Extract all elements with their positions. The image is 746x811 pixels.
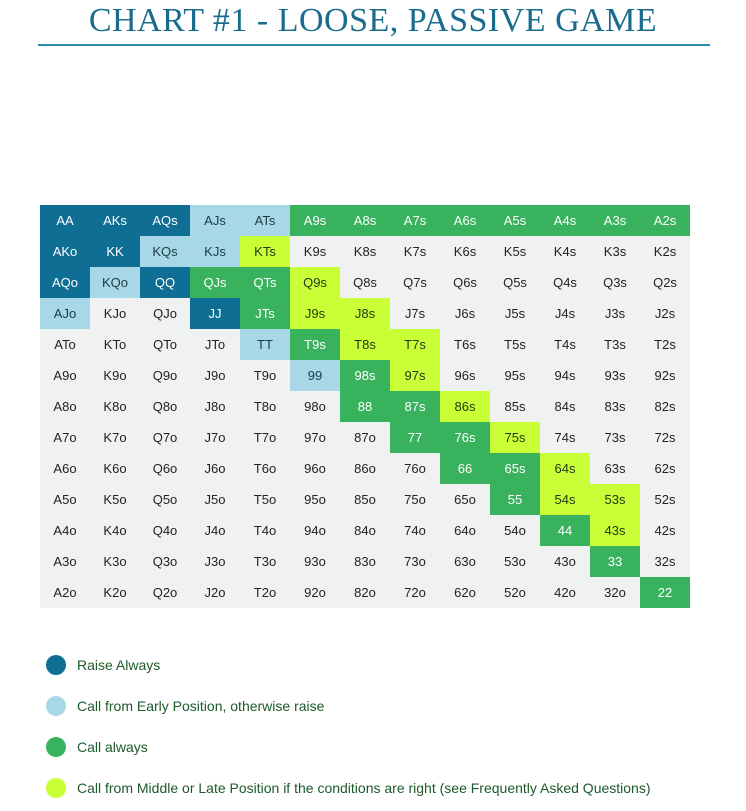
- hand-cell: AQo: [40, 267, 90, 298]
- hand-cell: K3o: [90, 546, 140, 577]
- hand-cell: K8s: [340, 236, 390, 267]
- hand-cell: T5s: [490, 329, 540, 360]
- hand-cell: 64o: [440, 515, 490, 546]
- hand-cell: K3s: [590, 236, 640, 267]
- hand-cell: 92o: [290, 577, 340, 608]
- hand-cell: J9s: [290, 298, 340, 329]
- hand-cell: A8s: [340, 205, 390, 236]
- hand-cell: K9o: [90, 360, 140, 391]
- hand-cell: Q2s: [640, 267, 690, 298]
- hand-cell: 63o: [440, 546, 490, 577]
- hand-cell: T7s: [390, 329, 440, 360]
- hand-cell: J7s: [390, 298, 440, 329]
- legend-swatch: [46, 778, 66, 798]
- hand-cell: 75s: [490, 422, 540, 453]
- hand-cell: K2o: [90, 577, 140, 608]
- legend-label: Call from Early Position, otherwise raise: [77, 698, 325, 714]
- hand-cell: 82s: [640, 391, 690, 422]
- hand-cell: Q5o: [140, 484, 190, 515]
- legend-swatch: [46, 655, 66, 675]
- hand-cell: A9o: [40, 360, 90, 391]
- hand-cell: KTs: [240, 236, 290, 267]
- hand-cell: KJs: [190, 236, 240, 267]
- hand-cell: A6o: [40, 453, 90, 484]
- hand-cell: 76s: [440, 422, 490, 453]
- hand-cell: A4o: [40, 515, 90, 546]
- hand-cell: 83s: [590, 391, 640, 422]
- legend-swatch: [46, 737, 66, 757]
- hand-cell: AKs: [90, 205, 140, 236]
- hand-cell: J5s: [490, 298, 540, 329]
- title-underline: [38, 44, 710, 46]
- legend-label: Call from Middle or Late Position if the conditions are right (see Frequently Asked Questions): [77, 780, 651, 796]
- hand-cell: J8o: [190, 391, 240, 422]
- hand-cell: J2s: [640, 298, 690, 329]
- hand-cell: 72s: [640, 422, 690, 453]
- hand-cell: Q4s: [540, 267, 590, 298]
- hand-cell: 84s: [540, 391, 590, 422]
- hand-cell: 62s: [640, 453, 690, 484]
- hand-cell: 92s: [640, 360, 690, 391]
- hand-cell: 73o: [390, 546, 440, 577]
- hand-cell: 82o: [340, 577, 390, 608]
- hand-cell: 93o: [290, 546, 340, 577]
- hand-cell: J4s: [540, 298, 590, 329]
- hand-cell: 42o: [540, 577, 590, 608]
- hand-cell: 65o: [440, 484, 490, 515]
- hand-cell: 98s: [340, 360, 390, 391]
- hand-cell: Q7s: [390, 267, 440, 298]
- hand-cell: K9s: [290, 236, 340, 267]
- hand-cell: 96s: [440, 360, 490, 391]
- hand-cell: A8o: [40, 391, 90, 422]
- hand-cell: 42s: [640, 515, 690, 546]
- hand-cell: 84o: [340, 515, 390, 546]
- hand-cell: J2o: [190, 577, 240, 608]
- hand-cell: K4o: [90, 515, 140, 546]
- hand-cell: KK: [90, 236, 140, 267]
- hand-cell: 32o: [590, 577, 640, 608]
- hand-cell: Q6s: [440, 267, 490, 298]
- hand-cell: A2s: [640, 205, 690, 236]
- legend-item: [46, 736, 148, 758]
- hand-cell: K2s: [640, 236, 690, 267]
- hand-cell: T4o: [240, 515, 290, 546]
- legend-item: [46, 777, 651, 799]
- hand-cell: A7o: [40, 422, 90, 453]
- hand-cell: A9s: [290, 205, 340, 236]
- hand-cell: Q3o: [140, 546, 190, 577]
- hand-cell: 54o: [490, 515, 540, 546]
- hand-cell: T4s: [540, 329, 590, 360]
- hand-cell: 64s: [540, 453, 590, 484]
- hand-cell: 93s: [590, 360, 640, 391]
- hand-cell: K5s: [490, 236, 540, 267]
- hand-cell: 72o: [390, 577, 440, 608]
- legend-label: Raise Always: [77, 657, 161, 673]
- hand-cell: J7o: [190, 422, 240, 453]
- chart-title: CHART #1 - LOOSE, PASSIVE GAME: [88, 2, 658, 39]
- hand-cell: 44: [540, 515, 590, 546]
- hand-cell: 73s: [590, 422, 640, 453]
- hand-cell: 94o: [290, 515, 340, 546]
- hand-cell: J6o: [190, 453, 240, 484]
- hand-cell: 99: [290, 360, 340, 391]
- hand-cell: 54s: [540, 484, 590, 515]
- hand-cell: K4s: [540, 236, 590, 267]
- hand-cell: Q2o: [140, 577, 190, 608]
- hand-cell: A5o: [40, 484, 90, 515]
- hand-cell: K6s: [440, 236, 490, 267]
- hand-cell: J6s: [440, 298, 490, 329]
- hand-cell: A6s: [440, 205, 490, 236]
- hand-cell: AJo: [40, 298, 90, 329]
- hand-cell: 53s: [590, 484, 640, 515]
- hand-cell: 32s: [640, 546, 690, 577]
- hand-cell: Q4o: [140, 515, 190, 546]
- legend-swatch: [46, 696, 66, 716]
- hand-cell: 83o: [340, 546, 390, 577]
- hand-cell: 75o: [390, 484, 440, 515]
- hand-cell: 95o: [290, 484, 340, 515]
- hand-cell: T2o: [240, 577, 290, 608]
- hand-cell: 86o: [340, 453, 390, 484]
- hand-cell: T2s: [640, 329, 690, 360]
- hand-cell: 33: [590, 546, 640, 577]
- hand-cell: T9s: [290, 329, 340, 360]
- hand-cell: J3s: [590, 298, 640, 329]
- hand-cell: ATo: [40, 329, 90, 360]
- legend-item: [46, 654, 160, 676]
- hand-cell: 65s: [490, 453, 540, 484]
- hand-cell: AA: [40, 205, 90, 236]
- hand-cell: 62o: [440, 577, 490, 608]
- hand-cell: AQs: [140, 205, 190, 236]
- hand-cell: K8o: [90, 391, 140, 422]
- hand-cell: JTo: [190, 329, 240, 360]
- hand-cell: A3s: [590, 205, 640, 236]
- hand-cell: 74s: [540, 422, 590, 453]
- hand-cell: J5o: [190, 484, 240, 515]
- hand-cell: QJo: [140, 298, 190, 329]
- hand-cell: 53o: [490, 546, 540, 577]
- hand-cell: K7s: [390, 236, 440, 267]
- hand-cell: T9o: [240, 360, 290, 391]
- hand-cell: Q6o: [140, 453, 190, 484]
- hand-cell: A3o: [40, 546, 90, 577]
- hand-cell: A7s: [390, 205, 440, 236]
- hand-cell: K5o: [90, 484, 140, 515]
- hand-cell: T6s: [440, 329, 490, 360]
- hand-cell: T8o: [240, 391, 290, 422]
- hand-cell: Q8s: [340, 267, 390, 298]
- hand-cell: A5s: [490, 205, 540, 236]
- hand-cell: QJs: [190, 267, 240, 298]
- hand-cell: TT: [240, 329, 290, 360]
- hand-cell: 85s: [490, 391, 540, 422]
- hand-cell: 55: [490, 484, 540, 515]
- hand-cell: Q9s: [290, 267, 340, 298]
- hand-cell: 97o: [290, 422, 340, 453]
- hand-cell: 22: [640, 577, 690, 608]
- hand-cell: JJ: [190, 298, 240, 329]
- hand-cell: QTo: [140, 329, 190, 360]
- hand-cell: K7o: [90, 422, 140, 453]
- hand-cell: 77: [390, 422, 440, 453]
- hand-cell: T6o: [240, 453, 290, 484]
- hand-cell: T3o: [240, 546, 290, 577]
- legend-item: [46, 695, 324, 717]
- hand-cell: J9o: [190, 360, 240, 391]
- hand-cell: Q9o: [140, 360, 190, 391]
- hand-cell: KQo: [90, 267, 140, 298]
- hand-cell: KQs: [140, 236, 190, 267]
- hand-cell: 43o: [540, 546, 590, 577]
- hand-cell: 97s: [390, 360, 440, 391]
- hand-cell: 98o: [290, 391, 340, 422]
- hand-cell: J8s: [340, 298, 390, 329]
- hand-cell: 88: [340, 391, 390, 422]
- hand-cell: K6o: [90, 453, 140, 484]
- hand-cell: T8s: [340, 329, 390, 360]
- hand-cell: 63s: [590, 453, 640, 484]
- starting-hands-grid: [40, 205, 691, 608]
- hand-cell: Q8o: [140, 391, 190, 422]
- hand-cell: 52o: [490, 577, 540, 608]
- hand-cell: 76o: [390, 453, 440, 484]
- hand-cell: 86s: [440, 391, 490, 422]
- hand-cell: 94s: [540, 360, 590, 391]
- hand-cell: J4o: [190, 515, 240, 546]
- hand-cell: 52s: [640, 484, 690, 515]
- hand-cell: QTs: [240, 267, 290, 298]
- hand-cell: AJs: [190, 205, 240, 236]
- hand-cell: J3o: [190, 546, 240, 577]
- hand-cell: 66: [440, 453, 490, 484]
- hand-cell: QQ: [140, 267, 190, 298]
- hand-cell: AKo: [40, 236, 90, 267]
- hand-cell: Q7o: [140, 422, 190, 453]
- hand-cell: 96o: [290, 453, 340, 484]
- hand-cell: 43s: [590, 515, 640, 546]
- hand-cell: 87o: [340, 422, 390, 453]
- hand-cell: 87s: [390, 391, 440, 422]
- hand-cell: KJo: [90, 298, 140, 329]
- hand-cell: ATs: [240, 205, 290, 236]
- hand-cell: Q5s: [490, 267, 540, 298]
- legend-label: Call always: [77, 739, 148, 755]
- hand-cell: T7o: [240, 422, 290, 453]
- hand-cell: T5o: [240, 484, 290, 515]
- hand-cell: 85o: [340, 484, 390, 515]
- hand-cell: JTs: [240, 298, 290, 329]
- hand-cell: 74o: [390, 515, 440, 546]
- hand-cell: Q3s: [590, 267, 640, 298]
- hand-cell: KTo: [90, 329, 140, 360]
- hand-cell: A2o: [40, 577, 90, 608]
- hand-cell: 95s: [490, 360, 540, 391]
- hand-cell: T3s: [590, 329, 640, 360]
- hand-cell: A4s: [540, 205, 590, 236]
